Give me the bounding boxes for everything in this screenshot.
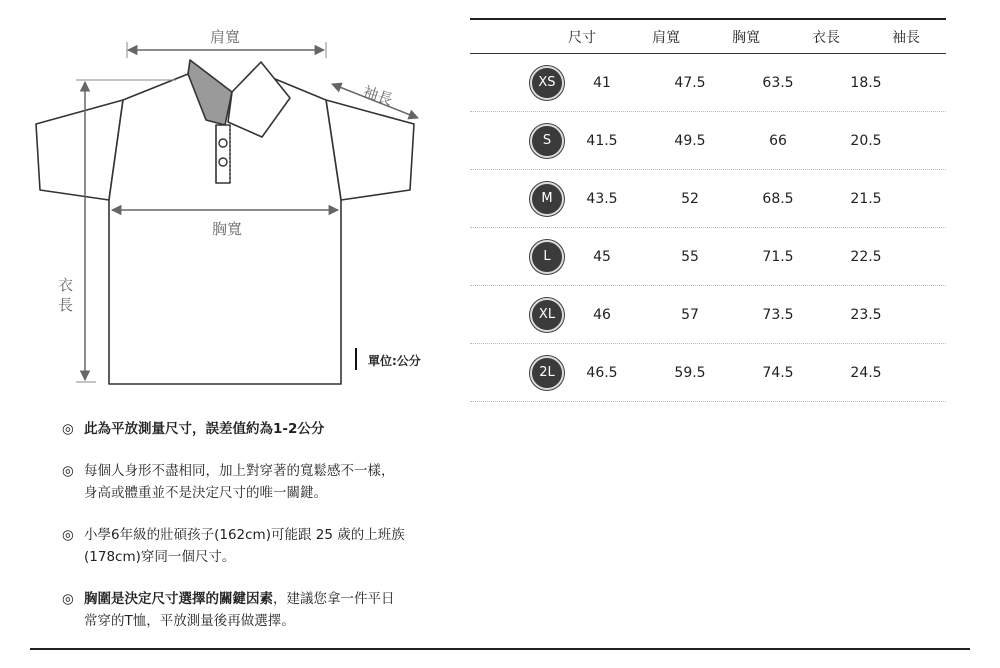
shirt-measurement-diagram [0, 0, 460, 400]
note-4-highlight: 胸圍是決定尺寸選擇的關鍵因素 [84, 591, 273, 607]
cell-chest: 55 [681, 248, 699, 265]
header-shoulder: 肩寬 [652, 29, 681, 46]
header-length: 衣長 [812, 29, 841, 46]
note-mark: ◎ [62, 421, 74, 437]
cell-shoulder: 41 [593, 74, 611, 91]
note-1-text: 此為平放測量尺寸，誤差值約為1-2公分 [84, 421, 325, 437]
table-row [470, 170, 946, 228]
cell-sleeve: 24.5 [850, 364, 882, 381]
unit-bar [355, 348, 357, 370]
table-row [470, 112, 946, 170]
size-badge: L [530, 240, 564, 274]
cell-length: 66 [769, 132, 787, 149]
cell-length: 73.5 [762, 306, 794, 323]
cell-chest: 47.5 [674, 74, 706, 91]
cell-sleeve: 20.5 [850, 132, 882, 149]
shoulder-label: 肩寬 [210, 28, 241, 46]
cell-shoulder: 45 [593, 248, 611, 265]
size-badge: XL [530, 298, 564, 332]
cell-length: 63.5 [762, 74, 794, 91]
sleeve-label: 袖長 [360, 82, 395, 110]
length-label-1: 衣 [58, 276, 74, 294]
note-mark: ◎ [62, 463, 74, 479]
note-2-line-2: 身高或體重並不是決定尺寸的唯一關鍵。 [84, 485, 327, 501]
note-2-line-1: 每個人身形不盡相同，加上對穿著的寬鬆感不一樣， [84, 463, 395, 479]
cell-sleeve: 21.5 [850, 190, 882, 207]
header-sleeve: 袖長 [892, 29, 921, 46]
note-4-rest: ，建議您拿一件平日 [273, 591, 395, 607]
cell-shoulder: 41.5 [586, 132, 618, 149]
note-4 [62, 588, 462, 632]
cell-shoulder: 46.5 [586, 364, 618, 381]
unit-label: 單位:公分 [368, 354, 421, 368]
bottom-rule [30, 648, 970, 650]
cell-sleeve: 23.5 [850, 306, 882, 323]
table-row [470, 344, 946, 402]
note-3-line-1: 小學6年級的壯碩孩子(162cm)可能跟 25 歲的上班族 [84, 527, 405, 543]
table-body [470, 54, 946, 402]
table-row [470, 228, 946, 286]
note-2 [62, 460, 462, 504]
table-row [470, 286, 946, 344]
note-1 [62, 418, 462, 440]
note-3-line-2: (178cm)穿同一個尺寸。 [84, 549, 236, 565]
note-4-line-2: 常穿的T恤，平放測量後再做選擇。 [84, 613, 295, 629]
cell-length: 71.5 [762, 248, 794, 265]
cell-shoulder: 46 [593, 306, 611, 323]
header-size: 尺寸 [567, 29, 596, 46]
note-mark: ◎ [62, 527, 74, 543]
cell-chest: 49.5 [674, 132, 706, 149]
size-badge: XS [530, 66, 564, 100]
size-badge: 2L [530, 356, 564, 390]
chest-label: 胸寬 [212, 220, 243, 238]
cell-shoulder: 43.5 [586, 190, 618, 207]
cell-chest: 57 [681, 306, 699, 323]
cell-sleeve: 18.5 [850, 74, 882, 91]
size-badge: M [530, 182, 564, 216]
cell-length: 68.5 [762, 190, 794, 207]
cell-sleeve: 22.5 [850, 248, 882, 265]
cell-length: 74.5 [762, 364, 794, 381]
notes [62, 418, 462, 632]
cell-chest: 59.5 [674, 364, 706, 381]
header-chest: 胸寬 [732, 29, 761, 46]
table-row [470, 54, 946, 112]
cell-chest: 52 [681, 190, 699, 207]
length-label-2: 長 [58, 296, 74, 314]
size-badge: S [530, 124, 564, 158]
note-3 [62, 524, 462, 568]
size-table [470, 18, 946, 402]
table-header [470, 20, 946, 54]
note-mark: ◎ [62, 591, 74, 607]
